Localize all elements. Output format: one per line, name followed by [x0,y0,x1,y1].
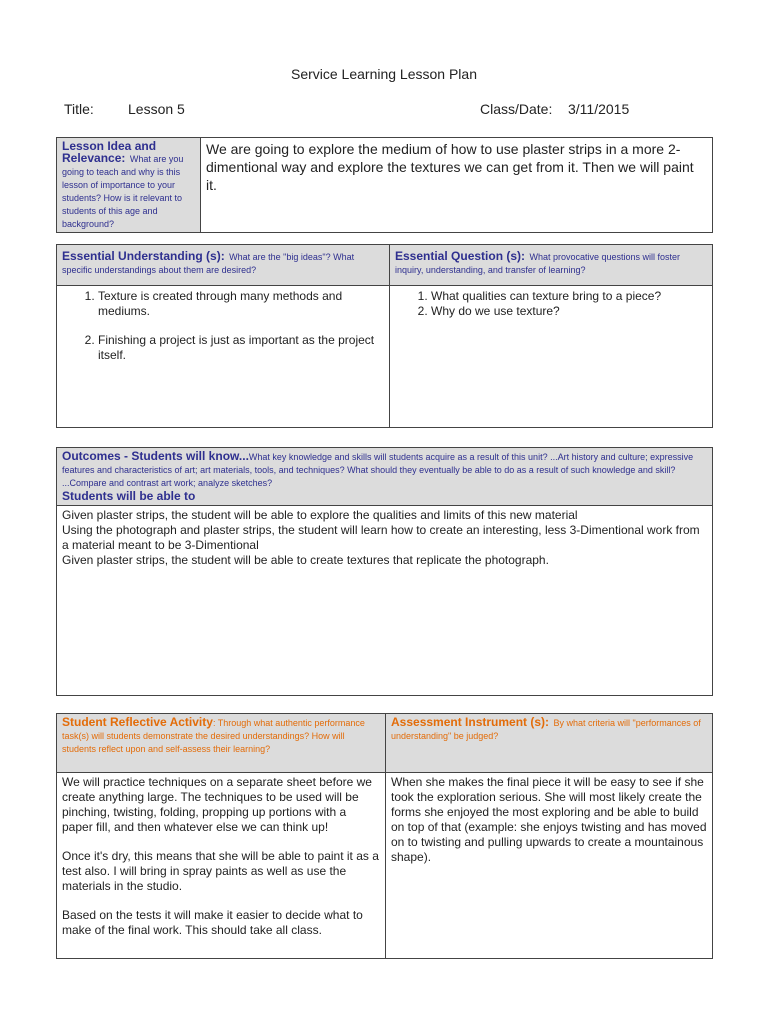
understanding-body [57,286,390,428]
reflective-paragraph: We will practice techniques on a separate sheet before we create anything large. The techniques to be used will be pinching, twisting, folding, propping up portions with a paper fill, and then whatever else we can think up! [62,775,372,834]
outcomes-heading: Outcomes - Students will know... [62,449,249,463]
understanding-header-cell [57,245,390,286]
reflective-body [57,773,386,959]
question-header-cell [390,245,713,286]
outcomes-prompt: What key knowledge and skills will students acquire as a result of this unit? ...Art history and culture; expressive features and characteristics of art; art materials, tools, and techniques? What should they eventually be able to do as a result of such knowledge and skill? ...Compare and contrast art work; analyze sketches? [62,452,694,488]
outcomes-table [56,447,713,696]
reflective-heading: Student Reflective Activity [62,715,213,729]
outcome-line: Using the photograph and plaster strips, the student will learn how to create an interesting, less 3-Dimentional work from a material meant to be 3-Dimentional [62,523,700,552]
outcome-line: Given plaster strips, the student will be able to create textures that replicate the photograph. [62,553,549,567]
lesson-idea-body: We are going to explore the medium of how to use plaster strips in a more 2-dimentional way and explore the textures we can get from it. Then we will paint it. [201,138,713,233]
reflective-prompt: : Through what authentic performance task(s) will students demonstrate the desired understandings? How will students reflect upon and self-assess their learning? [62,718,365,754]
title-value: Lesson 5 [128,101,185,117]
class-date-value: 3/11/2015 [568,101,630,117]
lesson-idea-header-cell [57,138,201,233]
understanding-heading: Essential Understanding (s): [62,249,225,263]
outcomes-subheading: Students will be able to [62,489,196,503]
question-item: 2. Why do we use texture? [431,304,707,319]
outcome-line: Given plaster strips, the student will be able to explore the qualities and limits of this new material [62,508,578,522]
class-date-label: Class/Date: [480,101,553,117]
outcomes-header-cell [57,448,713,506]
understanding-prompt: What are the "big ideas"? What specific understandings about them are desired? [62,252,355,275]
title-label: Title: [64,101,94,117]
document-title: Service Learning Lesson Plan [290,66,477,82]
lesson-idea-table [56,137,713,233]
question-prompt: What provocative questions will foster inquiry, understanding, and transfer of learning? [395,252,681,275]
assessment-header-cell [386,714,713,773]
understanding-item: 2. Finishing a project is just as important as the project itself. [98,333,384,363]
question-heading: Essential Question (s): [395,249,526,263]
assessment-body: When she makes the final piece it will be easy to see if she took the exploration serious. She will most likely create the forms she enjoyed the most exploring and be able to build on top of that (example: she enjoys twisting and has moved on to twisting and pulling upwards to create a mountainous shape). [386,773,713,959]
question-item: 1. What qualities can texture bring to a piece? [431,289,707,304]
reflective-assessment-table [56,713,713,959]
understanding-item: 1. Texture is created through many methods and mediums. [98,289,384,319]
reflective-paragraph: Based on the tests it will make it easier to decide what to make of the final work. This should take all class. [62,908,363,937]
question-body [390,286,713,428]
reflective-paragraph: Once it's dry, this means that she will be able to paint it as a test also. I will bring in spray paints as well as use the materials in the studio. [62,849,379,893]
assessment-prompt: By what criteria will "performances of understanding" be judged? [391,718,701,741]
lesson-idea-prompt: What are you going to teach and why is this lesson of importance to your students? How is it relevant to students of this age and background? [62,154,184,229]
outcomes-body [57,506,713,696]
lesson-idea-heading: Lesson Idea and Relevance: [62,139,157,165]
essential-table [56,244,713,428]
assessment-heading: Assessment Instrument (s): [391,715,550,729]
reflective-header-cell [57,714,386,773]
